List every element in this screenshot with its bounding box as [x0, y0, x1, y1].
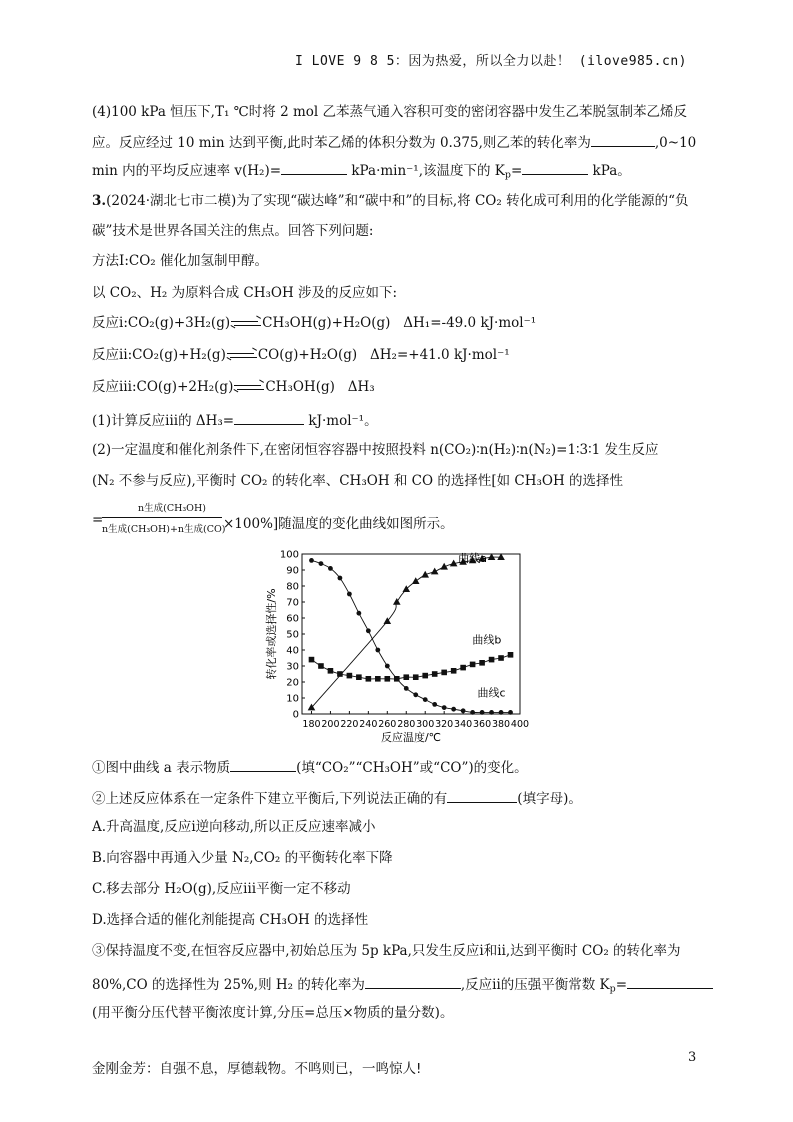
sub1-line — [92, 410, 378, 430]
x-tick-label: 380 — [491, 719, 511, 730]
p4-unit: kPa。 — [592, 163, 631, 179]
qb-tail: (填字母)。 — [517, 791, 582, 807]
qa-line — [92, 757, 528, 777]
qb-line — [92, 788, 582, 808]
equilibrium-arrow-icon — [234, 383, 264, 393]
page-header: I LOVE 9 8 5：因为热爱，所以全力以赴！ (ilove985.cn) — [295, 54, 687, 69]
y-tick-label: 80 — [286, 581, 299, 593]
x-tick-label: 240 — [359, 719, 378, 730]
x-tick-label: 400 — [510, 719, 530, 730]
data-point — [422, 673, 428, 679]
reaction-3-rhs: CH₃OH(g) — [265, 379, 335, 395]
y-tick-label: 90 — [286, 565, 299, 577]
x-tick-label: 260 — [378, 719, 397, 730]
qc-text: 80%,CO 的选择性为 25%,则 H₂ 的转化率为 — [92, 977, 365, 993]
y-axis-label: 转化率或选择性/% — [265, 588, 278, 680]
frac-suffix: ×100%]随温度的变化曲线如图所示。 — [223, 516, 454, 532]
data-point — [470, 662, 476, 668]
data-point — [318, 663, 324, 669]
qa-tail: (填“CO₂”“CH₃OH”或“CO”)的变化。 — [296, 760, 528, 776]
x-tick-label: 340 — [454, 719, 473, 730]
reaction-3-lhs: 反应ⅲ:CO(g)+2H₂(g) — [92, 379, 234, 395]
p4-line2-text: 应。反应经过 10 min 达到平衡,此时苯乙烯的体积分数为 0.375,则乙苯的转化率为 — [92, 135, 591, 151]
p4-line1: (4)100 kPa 恒压下,T₁ ℃时将 2 mol 乙苯蒸气通入容积可变的密闭容器中发生乙苯脱氢制苯乙烯反 — [92, 104, 687, 120]
p4-line3 — [92, 160, 631, 180]
kp-subscript: p — [504, 169, 511, 181]
x-tick-label: 180 — [302, 719, 321, 730]
data-point — [385, 676, 391, 682]
page-number: 3 — [688, 1050, 697, 1065]
qc-line2 — [92, 974, 713, 994]
series-label: 曲线b — [472, 633, 502, 647]
y-tick-label: 100 — [279, 549, 299, 561]
qc-line3: (用平衡分压代替平衡浓度计算,分压=总压×物质的量分数)。 — [92, 1005, 454, 1021]
data-point — [498, 655, 504, 661]
y-tick-label: 20 — [286, 677, 299, 689]
y-tick-label: 30 — [286, 661, 299, 673]
data-point — [451, 668, 457, 674]
reaction-3 — [92, 378, 375, 396]
blank-rate — [281, 160, 347, 175]
y-tick-label: 70 — [286, 597, 299, 609]
data-point — [489, 657, 495, 663]
q3-line1 — [92, 192, 688, 210]
data-point — [338, 576, 343, 581]
data-point — [375, 648, 380, 653]
data-point — [431, 568, 439, 575]
x-tick-label: 320 — [435, 719, 454, 730]
data-point — [404, 686, 409, 691]
q3-text: (2024·湖北七市二模)为了实现“碳达峰”和“碳中和”的目标,将 CO₂ 转化成可利用的化学能源的“负 — [106, 193, 689, 209]
data-point — [375, 676, 381, 682]
y-tick-label: 10 — [286, 693, 299, 705]
data-point — [394, 676, 399, 681]
blank-kp2 — [627, 974, 713, 989]
qc-line1: ③保持温度不变,在恒容反应器中,初始总压为 5p kPa,只发生反应ⅰ和ⅱ,达到平衡时 CO₂ 的转化率为 — [92, 943, 681, 959]
qa-text: ①图中曲线 a 表示物质 — [92, 760, 231, 776]
footer-motto: 金刚金芳：自强不息，厚德载物。不鸣则已，一鸣惊人! — [92, 1061, 422, 1077]
data-point — [508, 710, 513, 715]
data-point — [309, 558, 314, 563]
reaction-1-dh: ΔH₁=-49.0 kJ·mol⁻¹ — [403, 315, 537, 331]
data-point — [356, 611, 361, 616]
reaction-2-lhs: 反应ⅱ:CO₂(g)+H₂(g) — [92, 347, 226, 363]
data-point — [347, 673, 353, 679]
data-point — [508, 652, 514, 658]
data-point — [460, 665, 466, 671]
data-point — [356, 674, 362, 680]
data-point — [442, 705, 447, 710]
qb-text: ②上述反应体系在一定条件下建立平衡后,下列说法正确的有 — [92, 791, 448, 807]
data-point — [337, 671, 343, 677]
kp-subscript: p — [609, 983, 616, 995]
blank-kp — [522, 160, 588, 175]
data-point — [403, 674, 409, 680]
x-axis-label: 反应温度/℃ — [380, 731, 442, 744]
option-b: B.向容器中再通入少量 N₂,CO₂ 的平衡转化率下降 — [92, 850, 393, 866]
p4-kp-text: kPa·min⁻¹,该温度下的 K — [351, 163, 505, 179]
equilibrium-arrow-icon — [227, 351, 257, 361]
data-point — [432, 702, 437, 707]
option-a: A.升高温度,反应ⅰ逆向移动,所以正反应速率减小 — [92, 819, 376, 835]
data-point — [432, 671, 438, 677]
data-point — [319, 561, 324, 566]
x-tick-label: 200 — [321, 719, 340, 730]
selectivity-fraction — [92, 500, 692, 540]
data-point — [347, 592, 352, 597]
data-point — [470, 710, 475, 715]
data-point — [413, 692, 418, 697]
intro-line: 以 CO₂、H₂ 为原料合成 CH₃OH 涉及的反应如下: — [92, 285, 398, 301]
sub2-line1: (2)一定温度和催化剂条件下,在密闭恒容容器中按照投料 n(CO₂)∶n(H₂)∶n(N₂)=1∶3∶1 发生反应 — [92, 442, 659, 458]
equilibrium-arrow-icon — [231, 319, 261, 329]
sub1-text: (1)计算反应ⅲ的 ΔH₃= — [92, 413, 235, 429]
data-point — [451, 707, 456, 712]
reaction-3-dh: ΔH₃ — [347, 379, 375, 395]
data-point — [385, 664, 390, 669]
p4-line2-tail: ,0~10 — [654, 135, 697, 151]
blank-curve-a — [230, 757, 296, 772]
x-tick-label: 280 — [397, 719, 416, 730]
y-tick-label: 0 — [292, 709, 299, 721]
p4-eq: = — [510, 163, 523, 179]
data-point — [423, 697, 428, 702]
blank-options — [447, 788, 517, 803]
option-c: C.移去部分 H₂O(g),反应ⅲ平衡一定不移动 — [92, 881, 351, 897]
data-point — [366, 628, 371, 633]
reaction-1 — [92, 314, 536, 332]
reaction-2-dh: ΔH₂=+41.0 kJ·mol⁻¹ — [370, 347, 510, 363]
reaction-1-lhs: 反应ⅰ:CO₂(g)+3H₂(g) — [92, 315, 231, 331]
method-line: 方法Ⅰ:CO₂ 催化加氢制甲醇。 — [92, 253, 268, 269]
blank-dh3 — [234, 410, 304, 425]
data-point — [489, 710, 494, 715]
qc-eq: = — [615, 977, 628, 993]
data-point — [328, 668, 334, 674]
x-tick-label: 300 — [416, 719, 435, 730]
p4-line2 — [92, 132, 696, 152]
data-point — [393, 598, 401, 605]
frac-denominator: n生成(CH₃OH)+n生成(CO) — [102, 524, 226, 535]
data-point — [480, 710, 485, 715]
data-point — [413, 674, 419, 680]
selectivity-chart — [262, 546, 534, 746]
p4-rate-text: min 内的平均反应速率 v(H₂)= — [92, 163, 282, 179]
data-point — [366, 676, 372, 682]
sub1-unit: kJ·mol⁻¹。 — [308, 413, 378, 429]
y-tick-label: 40 — [286, 645, 299, 657]
option-d: D.选择合适的催化剂能提高 CH₃OH 的选择性 — [92, 912, 369, 928]
x-tick-label: 220 — [340, 719, 359, 730]
sub2-line2: (N₂ 不参与反应),平衡时 CO₂ 的转化率、CH₃OH 和 CO 的选择性[如 CH₃OH 的选择性 — [92, 473, 624, 489]
frac-bar — [102, 517, 222, 518]
series-label: 曲线c — [477, 686, 506, 700]
frac-prefix: = — [92, 512, 104, 528]
data-point — [412, 577, 420, 584]
frac-numerator: n生成(CH₃OH) — [138, 503, 206, 514]
data-point — [441, 670, 447, 676]
y-tick-label: 50 — [286, 629, 299, 641]
x-tick-label: 360 — [473, 719, 492, 730]
data-point — [309, 657, 315, 663]
data-point — [461, 708, 466, 713]
q3-number: 3. — [92, 193, 107, 209]
series-label: 曲线a — [458, 552, 487, 565]
blank-h2-conversion — [365, 974, 461, 989]
data-point — [479, 660, 485, 666]
q3-line2: 碳”技术是世界各国关注的焦点。回答下列问题: — [92, 223, 374, 239]
y-tick-label: 60 — [286, 613, 299, 625]
data-point — [328, 566, 333, 571]
blank-conversion — [591, 132, 655, 147]
qc-kp-text: ,反应ⅱ的压强平衡常数 K — [460, 977, 610, 993]
reaction-2 — [92, 346, 510, 364]
data-point — [499, 710, 504, 715]
reaction-2-rhs: CO(g)+H₂O(g) — [257, 347, 358, 363]
reaction-1-rhs: CH₃OH(g)+H₂O(g) — [262, 315, 391, 331]
